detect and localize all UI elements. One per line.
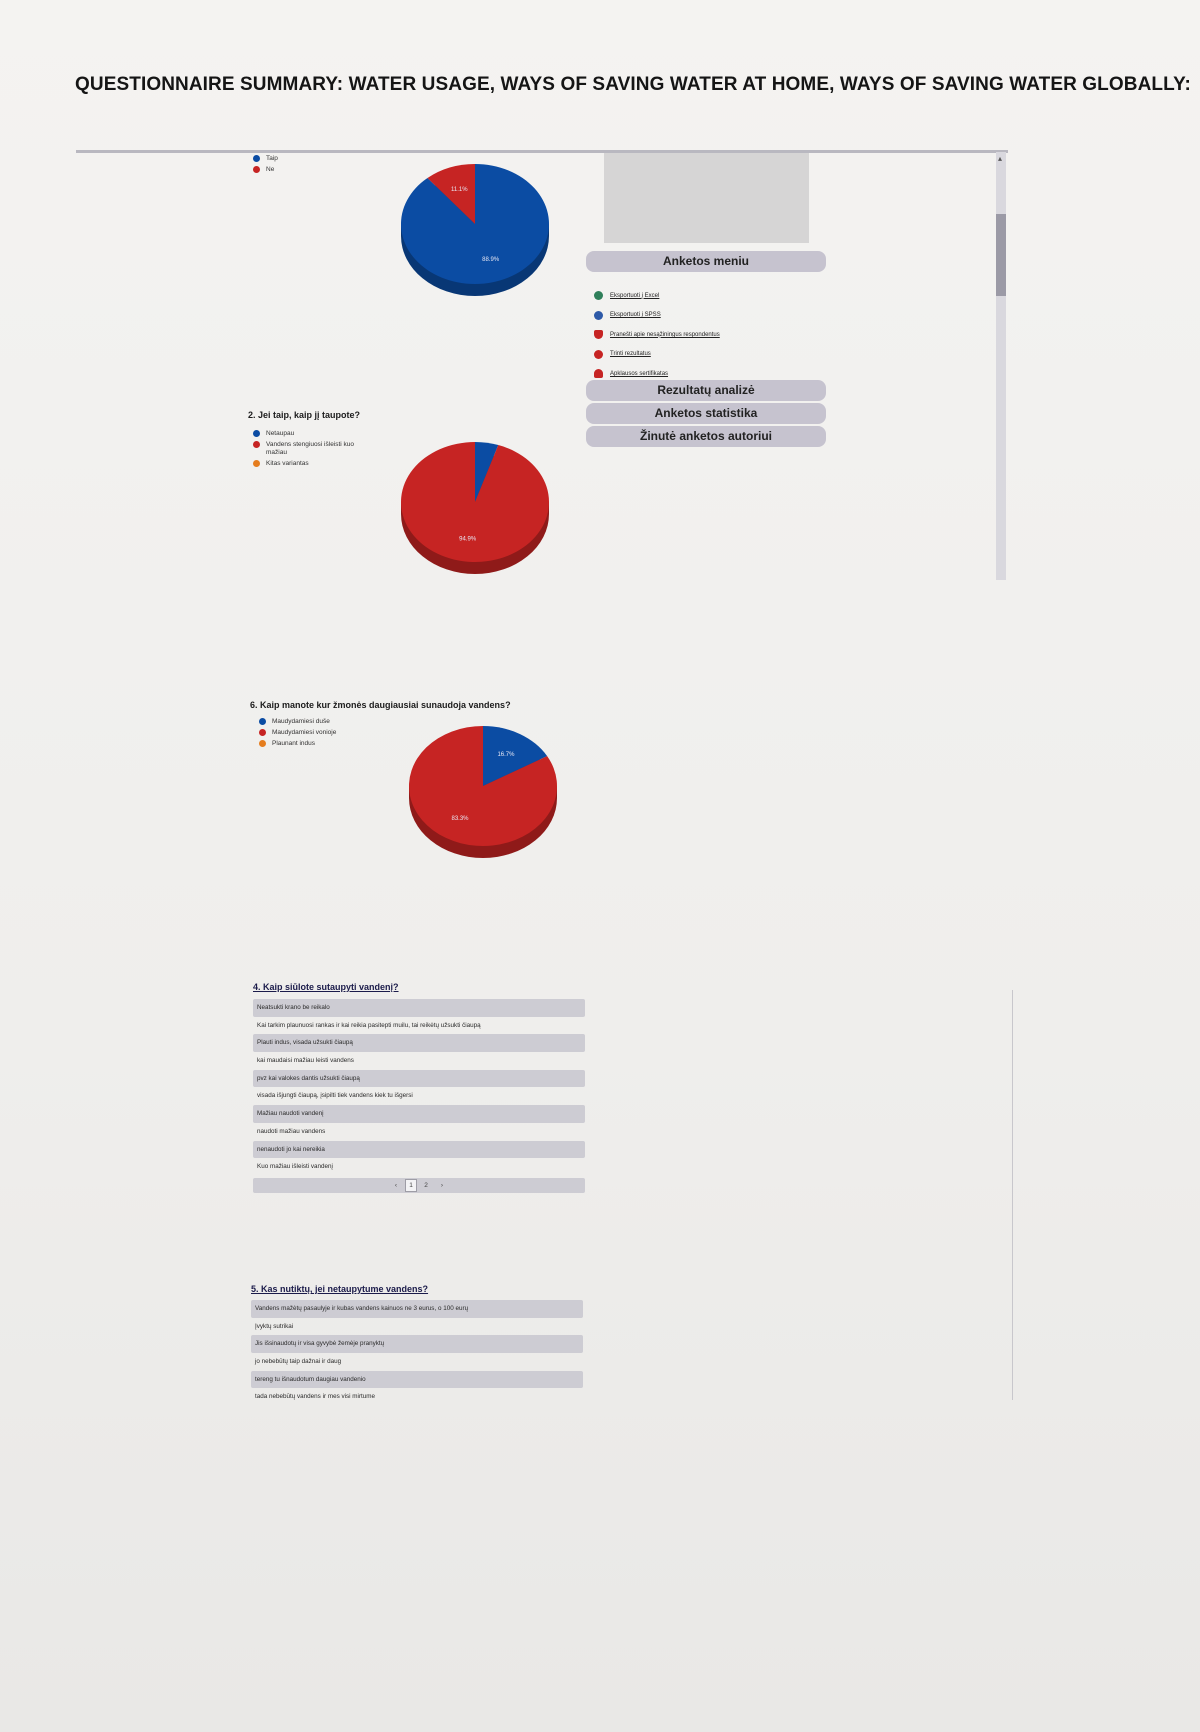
- legend-dot: [253, 460, 260, 467]
- pie-data-label: 94.9%: [459, 536, 477, 543]
- answer-row: Mažiau naudoti vandenį: [253, 1105, 585, 1123]
- pager-prev[interactable]: ‹: [394, 1181, 398, 1189]
- legend-dot: [253, 441, 260, 448]
- answer-row: pvz kai valokes dantis užsukti čiaupą: [253, 1070, 585, 1088]
- legend-dot: [259, 718, 266, 725]
- pager-page-2[interactable]: 2: [424, 1181, 428, 1189]
- answer-row: Neatsukti krano be reikalo: [253, 999, 585, 1017]
- legend-dot: [253, 430, 260, 437]
- legend-item: [253, 430, 376, 438]
- question-6-title: 6. Kaip manote kur žmonės daugiausiai sunaudoja vandens?: [250, 700, 511, 710]
- pie-chart-water-saving: [400, 162, 552, 302]
- legend-label: Taip: [266, 155, 278, 162]
- legend-item: [253, 460, 376, 468]
- menu-link-label: Eksportuoti į Excel: [610, 292, 660, 299]
- pie-chart-usage: [408, 724, 560, 864]
- certificate-icon: [594, 369, 603, 378]
- menu-links: [594, 286, 720, 384]
- legend-dot: [259, 729, 266, 736]
- legend-item: [253, 441, 376, 457]
- legend-item: [259, 729, 336, 737]
- answer-row: Jis išsinaudotų ir visa gyvybė žemėje pranyktų: [251, 1335, 583, 1353]
- menu-link-label: Eksportuoti į SPSS: [610, 312, 661, 319]
- answer-row: visada išjungti čiaupą, įsipilti tiek vandens kiek tu išgersi: [257, 1092, 413, 1100]
- shield-icon: [594, 330, 603, 339]
- legend-item: [259, 740, 336, 748]
- image-placeholder: [604, 153, 809, 243]
- question-5-answers: [251, 1300, 583, 1406]
- pagination: [253, 1178, 585, 1193]
- scroll-up-icon[interactable]: ▴: [998, 154, 1003, 163]
- pie-chart-how-saving: [400, 440, 552, 580]
- answer-row: tada nebebūtų vandens ir mes visi mirtume: [255, 1393, 376, 1401]
- legend-label: Maudydamiesi duše: [272, 718, 330, 725]
- pie-slice-2: [401, 442, 549, 562]
- answer-row: jo nebebūtų taip dažnai ir daug: [255, 1358, 342, 1366]
- answer-row: tereng tu išnaudotum daugiau vandenio: [251, 1371, 583, 1389]
- menu-link-spss[interactable]: [594, 306, 720, 326]
- spss-icon: [594, 311, 603, 320]
- scroll-thumb[interactable]: [996, 214, 1006, 296]
- answer-row: naudoti mažiau vandens: [257, 1127, 326, 1135]
- legend-dot: [253, 155, 260, 162]
- scrollbar[interactable]: [996, 152, 1006, 580]
- answer-row: nenaudoti jo kai nereikia: [253, 1141, 585, 1159]
- divider: [1012, 990, 1013, 1400]
- menu-link-label: Pranešti apie nesąžiningus respondentus: [610, 331, 720, 338]
- answer-row: Plauti indus, visada užsukti čiaupą: [253, 1034, 585, 1052]
- legend-item: [253, 166, 278, 174]
- answer-row: kai maudaisi mažiau leisti vandens: [257, 1057, 354, 1065]
- answer-row: Įvyktų sutrikai: [255, 1322, 294, 1330]
- menu-section-analysis[interactable]: Rezultatų analizė: [586, 380, 826, 401]
- legend-label: Plaunant indus: [272, 740, 316, 747]
- legend-label: Kitas variantas: [266, 460, 309, 467]
- legend-item: [253, 155, 278, 163]
- divider: [76, 150, 1008, 153]
- legend-item: [259, 718, 336, 726]
- pie1-legend: [253, 155, 278, 177]
- answer-row: Vandens mažėtų pasaulyje ir kubas vandens kainuos ne 3 eurus, o 100 eurų: [251, 1300, 583, 1318]
- delete-icon: [594, 350, 603, 359]
- answer-row: Kuo mažiau išleisti vandenį: [257, 1163, 333, 1171]
- question-2-title: 2. Jei taip, kaip jį taupote?: [248, 410, 361, 420]
- menu-header: Anketos meniu: [586, 251, 826, 272]
- pie2-legend: [253, 430, 376, 471]
- legend-label: Vandens stengiuosi išleisti kuo mažiau: [266, 441, 355, 456]
- question-4-title: 4. Kaip siūlote sutaupyti vandenį?: [253, 982, 399, 992]
- excel-icon: [594, 291, 603, 300]
- legend-dot: [259, 740, 266, 747]
- pager-next[interactable]: ›: [440, 1181, 444, 1189]
- menu-link-label: Apklausos sertifikatas: [610, 370, 669, 377]
- legend-dot: [253, 166, 260, 173]
- answer-row: Kai tarkim plaunuosi rankas ir kai reikia pasitepti muilu, tai reikėtų užsukti čiaupą: [257, 1021, 481, 1029]
- pie-data-label: 16.7%: [497, 751, 515, 758]
- pie3-legend: [259, 718, 336, 751]
- menu-link-excel[interactable]: [594, 286, 720, 306]
- menu-link-delete[interactable]: [594, 345, 720, 365]
- pie-data-label: 11.1%: [451, 187, 468, 194]
- legend-label: Maudydamiesi vonioje: [272, 729, 337, 736]
- menu-link-report[interactable]: [594, 325, 720, 345]
- pager-page-1[interactable]: 1: [405, 1179, 417, 1192]
- question-4-answers: [253, 999, 585, 1193]
- legend-label: Netaupau: [266, 430, 295, 437]
- question-5-title: 5. Kas nutiktų, jei netaupytume vandens?: [251, 1284, 429, 1294]
- menu-section-statistics[interactable]: Anketos statistika: [586, 403, 826, 424]
- page-title: QUESTIONNAIRE SUMMARY: WATER USAGE, WAYS OF SAVING WATER AT HOME, WAYS OF SAVING WATER GLOBALLY:: [75, 74, 1191, 95]
- pie-data-label: 88.9%: [482, 256, 500, 263]
- pie-data-label: 83.3%: [451, 816, 469, 823]
- legend-label: Ne: [266, 166, 275, 173]
- menu-link-label: Trinti rezultatus: [610, 351, 651, 358]
- menu-section-message[interactable]: Žinutė anketos autoriui: [586, 426, 826, 447]
